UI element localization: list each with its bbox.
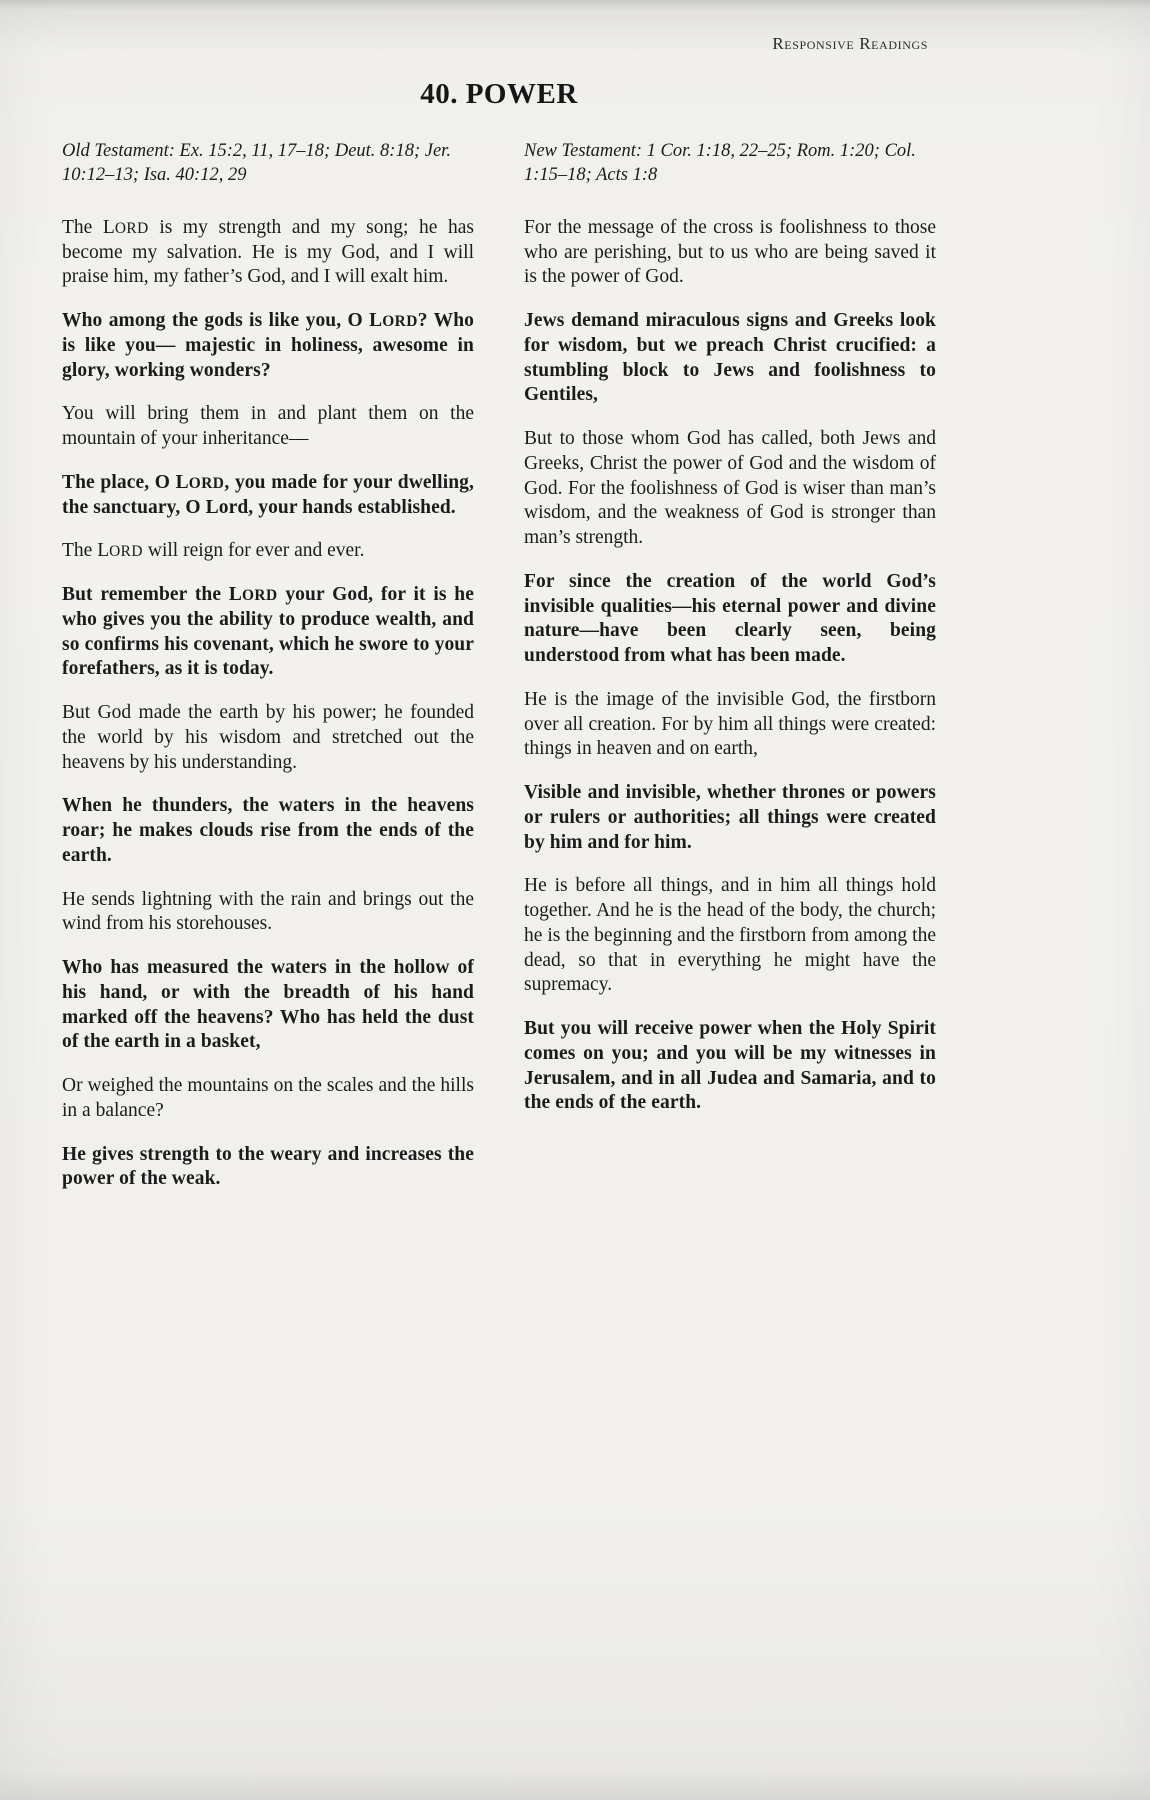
reading-paragraph: But to those whom God has called, both Jews and Greeks, Christ the power of God and the wisdom of God. For the foolishness of God is wiser than man’s wisdom, and the weakness of God is stronger than man’s strength. [524, 428, 936, 549]
page-content [62, 34, 936, 1211]
reading-paragraph: For the message of the cross is foolishness to those who are perishing, but to us who are being saved it is the power of God. [524, 216, 936, 288]
right-column [524, 139, 936, 1211]
reading-paragraph: For since the creation of the world God’s invisible qualities—his eternal power and divine nature—have been clearly seen, being understood from what has been made. [524, 570, 936, 667]
right-column-paragraphs [524, 216, 936, 1116]
reading-paragraph: Visible and invisible, whether thrones or powers or rulers or authorities; all things were created by him and for him. [524, 782, 936, 853]
reading-paragraph: He is the image of the invisible God, the firstborn over all creation. For by him all things were created: things in heaven and on earth, [524, 688, 936, 760]
reading-paragraph: Or weighed the mountains on the scales and the hills in a balance? [62, 1075, 474, 1121]
reading-paragraph: Who has measured the waters in the hollow of his hand, or with the breadth of his hand marked off the heavens? Who has held the dust of the earth in a basket, [62, 957, 474, 1053]
running-head: Responsive Readings [772, 34, 928, 53]
reading-paragraph: The LORD is my strength and my song; he has become my salvation. He is my God, and I will praise him, my father’s God, and I will exalt him. [62, 216, 474, 288]
reading-paragraph: But God made the earth by his power; he founded the world by his wisdom and stretched out the heavens by his understanding. [62, 702, 474, 773]
reading-paragraph: The LORD will reign for ever and ever. [62, 540, 365, 562]
reading-paragraph: Who among the gods is like you, O LORD? Who is like you— majestic in holiness, awesome in glory, working wonders? [62, 310, 474, 381]
left-column-paragraphs [62, 216, 474, 1192]
reading-paragraph: When he thunders, the waters in the heavens roar; he makes clouds rise from the ends of the earth. [62, 795, 474, 866]
reading-paragraph: But remember the LORD your God, for it is he who gives you the ability to produce wealth, and so confirms his covenant, which he swore to your forefathers, as it is today. [62, 584, 474, 680]
scripture-reference-old-testament: Old Testament: Ex. 15:2, 11, 17–18; Deut. 8:18; Jer. 10:12–13; Isa. 40:12, 29 [62, 141, 451, 186]
reading-paragraph: The place, O LORD, you made for your dwelling, the sanctuary, O Lord, your hands established. [62, 471, 474, 518]
two-column-layout [62, 139, 936, 1211]
page-title: 40. POWER [420, 78, 578, 110]
reading-paragraph: But you will receive power when the Holy Spirit comes on you; and you will be my witnesses in Jerusalem, and in all Judea and Samaria, and to the ends of the earth. [524, 1018, 936, 1114]
reading-paragraph: He gives strength to the weary and increases the power of the weak. [62, 1143, 474, 1190]
reading-paragraph: You will bring them in and plant them on the mountain of your inheritance— [62, 403, 474, 450]
reading-paragraph: He is before all things, and in him all things hold together. And he is the head of the body, the church; he is the beginning and the firstborn from among the dead, so that in everything he might have the supremacy. [524, 875, 936, 996]
left-column [62, 139, 474, 1211]
reading-paragraph: He sends lightning with the rain and brings out the wind from his storehouses. [62, 888, 474, 935]
scripture-reference-new-testament: New Testament: 1 Cor. 1:18, 22–25; Rom. 1:20; Col. 1:15–18; Acts 1:8 [524, 141, 916, 186]
reading-paragraph: Jews demand miraculous signs and Greeks look for wisdom, but we preach Christ crucified: a stumbling block to Jews and foolishness to Gentiles, [524, 310, 936, 406]
